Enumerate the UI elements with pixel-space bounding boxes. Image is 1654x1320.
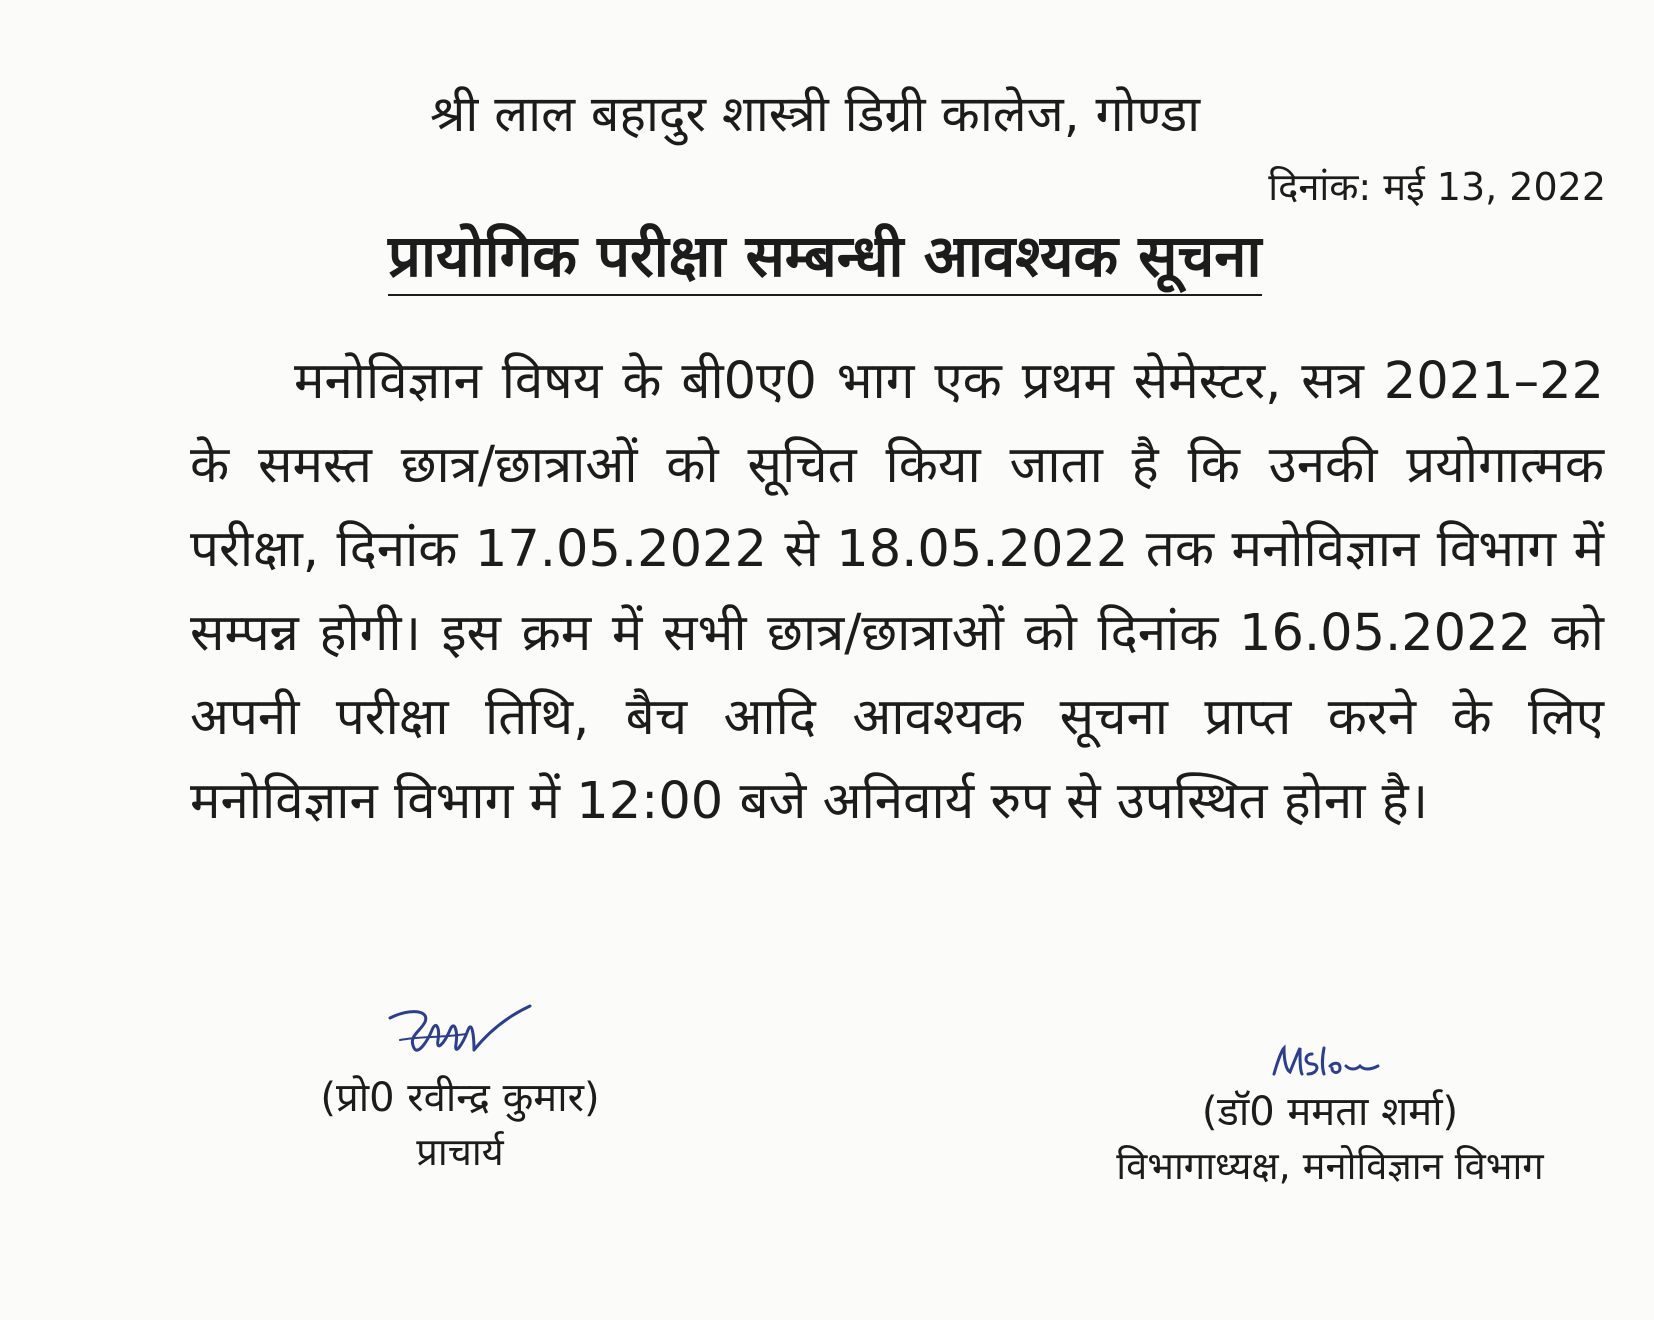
hod-signature: [1260, 1040, 1400, 1084]
notice-body: मनोविज्ञान विषय के बी0ए0 भाग एक प्रथम सेमेस्टर, सत्र 2021–22 के समस्त छात्र/छात्राओं को सूचित किया जाता है कि उनकी प्रयोगात्मक परीक्षा, दिनांक 17.05.2022 से 18.05.2022 तक मनोविज्ञान विभाग में सम्पन्न होगी। इस क्रम में सभी छात्र/छात्राओं को दिनांक 16.05.2022 को अपनी परीक्षा तिथि, बैच आदि आवश्यक सूचना प्राप्त करने के लिए मनोविज्ञान विभाग में 12:00 बजे अनिवार्य रुप से उपस्थित होना है।: [190, 352, 1604, 831]
principal-signature: [370, 1000, 550, 1070]
hod-name: (डॉ0 ममता शर्मा): [1201, 1089, 1459, 1135]
principal-name: (प्रो0 रवीन्द्र कुमार): [320, 1075, 600, 1121]
college-name: श्री लाल बहादुर शास्त्री डिग्री कालेज, गोण्डा: [430, 85, 1201, 143]
principal-role: प्राचार्य: [416, 1130, 504, 1174]
notice-title: प्रायोगिक परीक्षा सम्बन्धी आवश्यक सूचना: [388, 218, 1262, 296]
hod-role: विभागाध्यक्ष, मनोविज्ञान विभाग: [1116, 1144, 1544, 1188]
hod-signature-block: [1040, 1040, 1620, 1192]
notice-date: दिनांक: मई 13, 2022: [1268, 165, 1606, 209]
principal-signature-block: [280, 1000, 640, 1178]
